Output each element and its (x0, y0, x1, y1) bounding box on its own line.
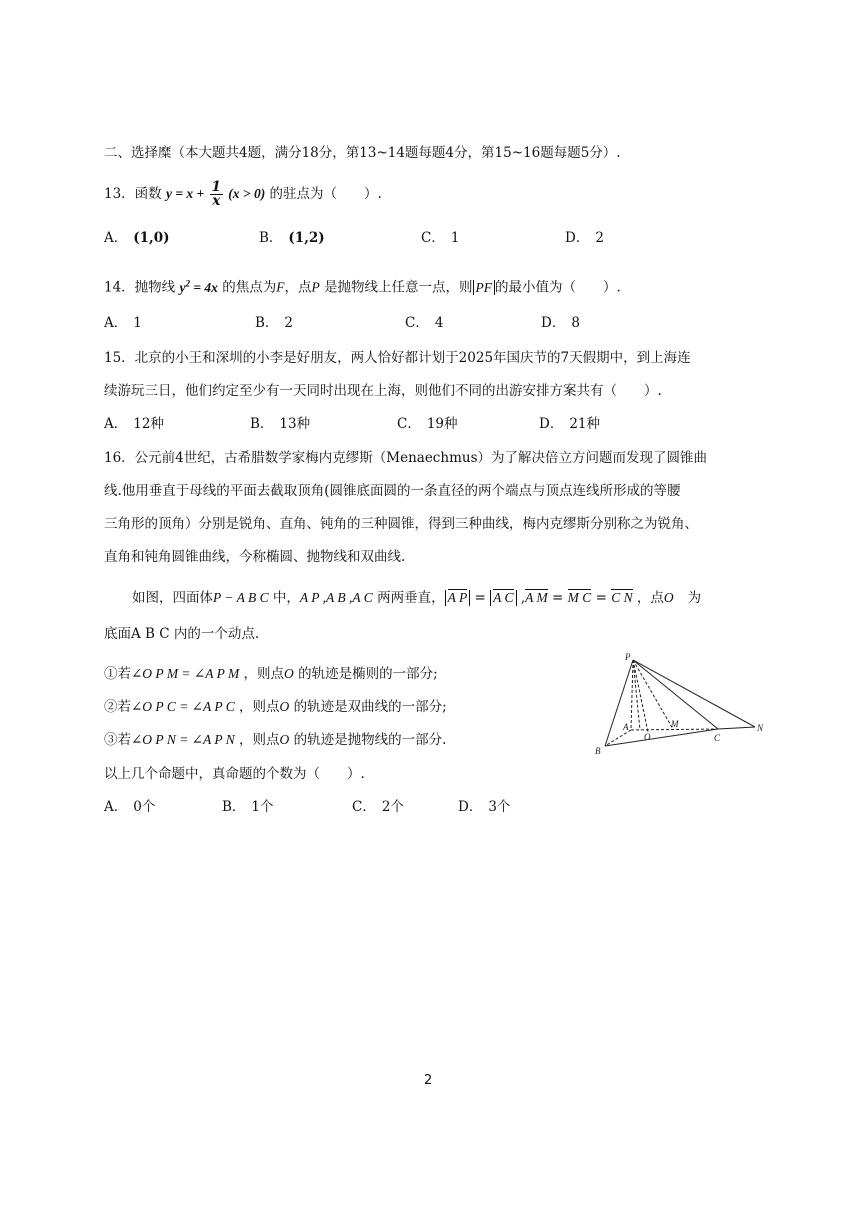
q16-question: 以上几个命题中，真命题的个数为（ ）. (104, 766, 365, 782)
option-value: 12种 (133, 416, 164, 432)
q14-abs-pf: PF (473, 280, 496, 295)
tetrahedron-figure (585, 650, 775, 765)
statement-angle: ∠O P C = ∠A P C (131, 699, 235, 714)
option-letter: C． (397, 416, 421, 432)
statement-tail2: 的轨迹是双曲线的一部分; (293, 699, 447, 715)
q16-option-a[interactable] (104, 797, 155, 817)
q16-vec-ac: A C (493, 590, 514, 605)
option-value: 2个 (381, 799, 404, 815)
page-number: 2 (424, 1073, 433, 1088)
q13-frac-den: x (212, 193, 221, 209)
label-c: C (714, 733, 721, 743)
option-letter: C． (352, 799, 376, 815)
q16-p2-suffix: 为 (687, 590, 702, 606)
option-value: 3个 (488, 799, 511, 815)
option-letter: B． (259, 230, 283, 246)
q14-prefix: 14．抛物线 (104, 279, 176, 296)
q13-option-a[interactable] (104, 228, 170, 248)
label-m: M (671, 719, 679, 729)
question-14-stem (104, 273, 621, 298)
q16-p2-mid1: 中， (272, 590, 300, 606)
q14-option-d[interactable] (541, 313, 580, 333)
statement-tail1: ，则点 (239, 699, 280, 715)
option-letter: B． (222, 799, 246, 815)
option-letter: A． (104, 799, 128, 815)
option-letter: C． (405, 315, 429, 331)
option-letter: C． (421, 230, 445, 246)
q15-option-b[interactable] (250, 414, 310, 434)
edge-ac (631, 729, 718, 730)
q16-eq1: = (470, 590, 491, 606)
q16-option-d[interactable] (458, 797, 510, 817)
question-13-stem (104, 178, 382, 210)
q14-eq-y: y (179, 279, 186, 295)
q16-line-2: 线.他用垂直于母线的平面去截取顶角(圆锥底面圆的一条直径的两个端点与顶点连线所形成的等腰 (104, 483, 681, 499)
q16-p2-mid2: 两两垂直， (377, 590, 445, 606)
option-value: 1 (450, 230, 460, 246)
q13-prefix: 13．函数 (104, 186, 162, 202)
q14-mid1: 的焦点为 (222, 279, 277, 296)
q14-eq-rhs: = 4x (189, 279, 218, 295)
option-letter: A． (104, 230, 128, 246)
q13-frac-num: 1 (211, 179, 221, 195)
edge-pb (605, 660, 633, 746)
edge-pa (631, 660, 633, 730)
q16-edges: A P ,A B ,A C (299, 590, 373, 605)
statement-angle: ∠O P M = ∠A P M (131, 666, 240, 681)
option-letter: A． (104, 315, 128, 331)
option-value: 2 (284, 315, 294, 331)
option-value: 21种 (569, 416, 601, 432)
q13-option-d[interactable] (565, 228, 604, 248)
option-letter: D． (539, 416, 564, 432)
q16-line-4: 直角和钝角圆锥曲线，今称椭圆、抛物线和双曲线. (104, 549, 406, 565)
statement-tail2: 的轨迹是椭则的一部分; (298, 666, 438, 682)
q14-suffix: 的最小值为（ ）. (495, 279, 621, 296)
statement-angle: ∠O P N = ∠A P N (131, 732, 235, 747)
option-letter: D． (541, 315, 566, 331)
q16-option-c[interactable] (352, 797, 404, 817)
option-value: 8 (571, 315, 580, 331)
option-value: 4 (434, 315, 444, 331)
statement-tail1: ，则点 (239, 732, 280, 748)
q16-option-b[interactable] (222, 797, 274, 817)
q16-eq3: = (591, 590, 612, 606)
q13-option-b[interactable] (259, 228, 325, 248)
q13-domain: (x > 0) (228, 186, 266, 201)
option-value: 0个 (133, 799, 156, 815)
option-letter: A． (104, 416, 128, 432)
q13-option-c[interactable] (421, 228, 459, 248)
option-value: 2 (595, 230, 604, 246)
q14-point: P (311, 279, 320, 295)
option-value: (1,2) (288, 230, 325, 246)
q15-line-2: 续游玩三日，他们约定至少有一天同时出现在上海，则他们不同的出游安排方案共有（ ）. (104, 383, 662, 399)
statement-mark: ③若 (104, 732, 131, 748)
label-p: P (625, 652, 631, 662)
edge-bc (605, 729, 718, 746)
q15-option-c[interactable] (397, 414, 458, 434)
statement-point: O (279, 699, 290, 714)
q14-mid2: ，点 (284, 279, 312, 296)
q15-line-1: 15．北京的小王和深圳的小李是好朋友，两人恰好都计划于2025年国庆节的7天假期中，到上海连 (104, 350, 691, 366)
q15-option-a[interactable] (104, 414, 164, 434)
q13-fraction (210, 181, 223, 208)
option-letter: D． (458, 799, 483, 815)
q16-statement-1 (104, 664, 438, 684)
label-b: B (595, 746, 601, 756)
q14-equation (179, 280, 217, 295)
q16-p2-prefix: 如图，四面体 (132, 590, 213, 606)
q16-statement-2 (104, 697, 447, 717)
section-title: 二、选择糜（本大题共4题，满分18分，第13~14题每题4分，第15~16题每题5分）. (104, 145, 621, 161)
option-value: (1,0) (133, 230, 170, 246)
q16-comma: , (516, 590, 526, 606)
statement-mark: ①若 (104, 666, 131, 682)
option-letter: B． (250, 416, 274, 432)
q14-option-b[interactable] (255, 313, 293, 333)
q13-func-lhs: y = x + (165, 186, 205, 201)
q16-line-3: 三角形的顶角）分别是锐角、直角、钝角的三种圆锥，得到三种曲线，梅内克缪斯分别称之为锐角、 (104, 516, 698, 532)
q15-option-d[interactable] (539, 414, 600, 434)
statement-tail2: 的轨迹是抛物线的一部分. (293, 732, 447, 748)
option-value: 13种 (279, 416, 311, 432)
q14-option-c[interactable] (405, 313, 443, 333)
q16-vec-ap: A P (447, 590, 468, 605)
option-value: 19种 (426, 416, 458, 432)
label-n: N (757, 723, 764, 733)
q16-point-o: O (663, 590, 674, 605)
q16-vec-am: A M (525, 590, 548, 605)
option-letter: D． (565, 230, 590, 246)
label-a: A (623, 722, 629, 732)
q14-option-a[interactable] (104, 313, 142, 333)
option-value: 1个 (251, 799, 274, 815)
edge-cn (718, 727, 755, 729)
edge-pm (633, 660, 673, 729)
q16-p2-mid3: ，点 (636, 590, 664, 606)
q16-p2-line-2: 底面A B C 内的一个动点. (104, 626, 260, 642)
q16-vec-mc: M C (567, 590, 592, 605)
q14-mid3: 是抛物线上任意一点，则 (324, 279, 473, 296)
edge-pn (633, 660, 755, 727)
q14-focus: F (276, 279, 285, 295)
q13-suffix: 的驻点为（ ）. (269, 186, 382, 202)
label-o: O (644, 732, 651, 742)
q16-vec-cn: C N (611, 590, 633, 605)
option-value: 1 (133, 315, 142, 331)
q16-line-1: 16．公元前4世纪，古希腊数学家梅内克缪斯（Menaechmus）为了解决倍立方问题而发现了圆锥曲 (104, 450, 707, 466)
statement-mark: ②若 (104, 699, 131, 715)
q16-paragraph-2 (132, 588, 701, 608)
q16-tetrahedron: P − A B C (213, 590, 269, 605)
statement-tail1: ，则点 (243, 666, 285, 682)
statement-point: O (284, 666, 294, 681)
option-letter: B． (255, 315, 279, 331)
q16-eq2: = (547, 590, 568, 606)
statement-point: O (279, 732, 290, 747)
q14-eq-sup: 2 (185, 278, 190, 288)
q16-statement-3 (104, 730, 446, 750)
